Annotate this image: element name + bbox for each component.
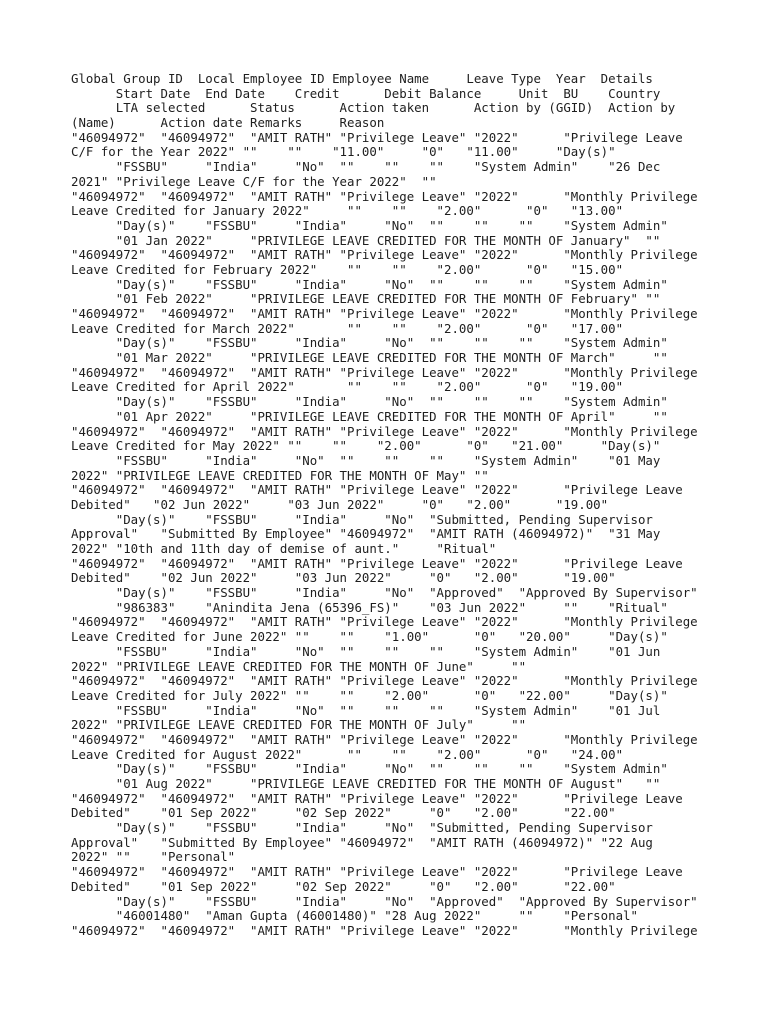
record-line: Leave Credited for March 2022" "" "" "2.00" "0" "17.00" (71, 320, 624, 336)
record-line: "46001480" "Aman Gupta (46001480)" "28 Aug 2022" "" "Personal" (71, 908, 638, 924)
record-line: "01 Aug 2022" "PRIVILEGE LEAVE CREDITED FOR THE MONTH OF August" "" (71, 776, 661, 791)
record-line: "46094972" "46094972" "AMIT RATH" "Privilege Leave" "2022" "Privilege Leave (71, 129, 683, 145)
record-line: 2022" "" "Personal" (71, 849, 236, 865)
record-line: "986383" "Anindita Jena (65396_FS)" "03 Jun 2022" "" "Ritual" (71, 599, 668, 615)
record-line: "46094972" "46094972" "AMIT RATH" "Privilege Leave" "2022" "Monthly Privilege (71, 188, 698, 204)
record-line: "46094972" "46094972" "AMIT RATH" "Privilege Leave" "2022" "Monthly Privilege (71, 922, 698, 938)
record-line: "01 Apr 2022" "PRIVILEGE LEAVE CREDITED FOR THE MONTH OF April" "" (71, 408, 668, 424)
record-line: Debited" "01 Sep 2022" "02 Sep 2022" "0" "2.00" "22.00" (71, 805, 616, 821)
record-line: 2022" "PRIVILEGE LEAVE CREDITED FOR THE MONTH OF May" "" (71, 467, 489, 483)
record-line: Leave Credited for April 2022" "" "" "2.00" "0" "19.00" (71, 379, 624, 395)
leave-history-text (71, 72, 721, 939)
record-line: "FSSBU" "India" "No" "" "" "" "System Admin" "01 Jul (71, 702, 661, 718)
record-line: Approval" "Submitted By Employee" "46094972" "AMIT RATH (46094972)" "31 May (71, 526, 661, 542)
record-line: Leave Credited for June 2022" "" "" "1.00" "0" "20.00" "Day(s)" (71, 629, 668, 645)
record-line: "46094972" "46094972" "AMIT RATH" "Privilege Leave" "2022" "Privilege Leave (71, 555, 683, 571)
record-line: "Day(s)" "FSSBU" "India" "No" "Submitted, Pending Supervisor (71, 511, 653, 527)
record-line: "01 Jan 2022" "PRIVILEGE LEAVE CREDITED FOR THE MONTH OF January" "" (71, 232, 661, 248)
record-line: Approval" "Submitted By Employee" "46094972" "AMIT RATH (46094972)" "22 Aug (71, 834, 653, 850)
record-line: "46094972" "46094972" "AMIT RATH" "Privilege Leave" "2022" "Monthly Privilege (71, 673, 698, 689)
record-line: "46094972" "46094972" "AMIT RATH" "Privilege Leave" "2022" "Privilege Leave (71, 790, 683, 806)
record-line: "Day(s)" "FSSBU" "India" "No" "Submitted, Pending Supervisor (71, 820, 653, 836)
header-line: Global Group ID Local Employee ID Employee Name Leave Type Year Details (71, 71, 653, 86)
record-line: "Day(s)" "FSSBU" "India" "No" "" "" "" "System Admin" (71, 276, 668, 292)
record-line: 2022" "PRIVILEGE LEAVE CREDITED FOR THE MONTH OF June" "" (71, 658, 527, 674)
record-line: "46094972" "46094972" "AMIT RATH" "Privilege Leave" "2022" "Privilege Leave (71, 864, 683, 880)
record-line: "Day(s)" "FSSBU" "India" "No" "" "" "" "System Admin" (71, 217, 668, 233)
record-line: "46094972" "46094972" "AMIT RATH" "Privilege Leave" "2022" "Monthly Privilege (71, 306, 698, 321)
record-line: "01 Feb 2022" "PRIVILEGE LEAVE CREDITED FOR THE MONTH OF February" "" (71, 291, 661, 307)
record-line: Leave Credited for May 2022" "" "" "2.00" "0" "21.00" "Day(s)" (71, 438, 661, 454)
record-line: "46094972" "46094972" "AMIT RATH" "Privilege Leave" "2022" "Monthly Privilege (71, 731, 698, 747)
record-line: "46094972" "46094972" "AMIT RATH" "Privilege Leave" "2022" "Monthly Privilege (71, 364, 698, 380)
record-line: "46094972" "46094972" "AMIT RATH" "Privilege Leave" "2022" "Monthly Privilege (71, 247, 698, 263)
record-line: Leave Credited for January 2022" "" "" "2.00" "0" "13.00" (71, 203, 624, 219)
record-line: "Day(s)" "FSSBU" "India" "No" "Approved" "Approved By Supervisor" (71, 585, 698, 601)
record-line: "Day(s)" "FSSBU" "India" "No" "" "" "" "System Admin" (71, 335, 668, 351)
record-line: Leave Credited for August 2022" "" "" "2.00" "0" "24.00" (71, 746, 624, 762)
record-line: "01 Mar 2022" "PRIVILEGE LEAVE CREDITED FOR THE MONTH OF March" "" (71, 350, 668, 366)
record-line: "Day(s)" "FSSBU" "India" "No" "" "" "" "System Admin" (71, 761, 668, 777)
record-line: 2022" "PRIVILEGE LEAVE CREDITED FOR THE MONTH OF July" "" (71, 717, 527, 733)
record-line: 2021" "Privilege Leave C/F for the Year 2022" "" (71, 173, 437, 189)
record-line: "46094972" "46094972" "AMIT RATH" "Privilege Leave" "2022" "Privilege Leave (71, 482, 683, 498)
record-line: Leave Credited for July 2022" "" "" "2.00" "0" "22.00" "Day(s)" (71, 687, 668, 703)
header-line: Start Date End Date Credit Debit Balance Unit BU Country (71, 85, 661, 101)
record-line: "Day(s)" "FSSBU" "India" "No" "Approved" "Approved By Supervisor" (71, 893, 698, 909)
record-line: "FSSBU" "India" "No" "" "" "" "System Admin" "01 May (71, 452, 661, 468)
record-line: Debited" "02 Jun 2022" "03 Jun 2022" "0" "2.00" "19.00" (71, 496, 609, 512)
record-line: 2022" "10th and 11th day of demise of aunt." "Ritual" (71, 541, 497, 556)
record-line: "Day(s)" "FSSBU" "India" "No" "" "" "" "System Admin" (71, 394, 668, 410)
header-line: LTA selected Status Action taken Action by (GGID) Action by (71, 100, 676, 116)
record-line: Debited" "02 Jun 2022" "03 Jun 2022" "0" "2.00" "19.00" (71, 570, 616, 586)
record-line: Debited" "01 Sep 2022" "02 Sep 2022" "0" "2.00" "22.00" (71, 878, 616, 894)
record-line: "46094972" "46094972" "AMIT RATH" "Privilege Leave" "2022" "Monthly Privilege (71, 614, 698, 630)
record-line: C/F for the Year 2022" "" "" "11.00" "0" "11.00" "Day(s)" (71, 144, 616, 160)
header-line: (Name) Action date Remarks Reason (71, 115, 385, 131)
record-line: "46094972" "46094972" "AMIT RATH" "Privilege Leave" "2022" "Monthly Privilege (71, 423, 698, 439)
record-line: Leave Credited for February 2022" "" "" "2.00" "0" "15.00" (71, 261, 624, 277)
record-line: "FSSBU" "India" "No" "" "" "" "System Admin" "26 Dec (71, 159, 661, 175)
record-line: "FSSBU" "India" "No" "" "" "" "System Admin" "01 Jun (71, 643, 661, 659)
